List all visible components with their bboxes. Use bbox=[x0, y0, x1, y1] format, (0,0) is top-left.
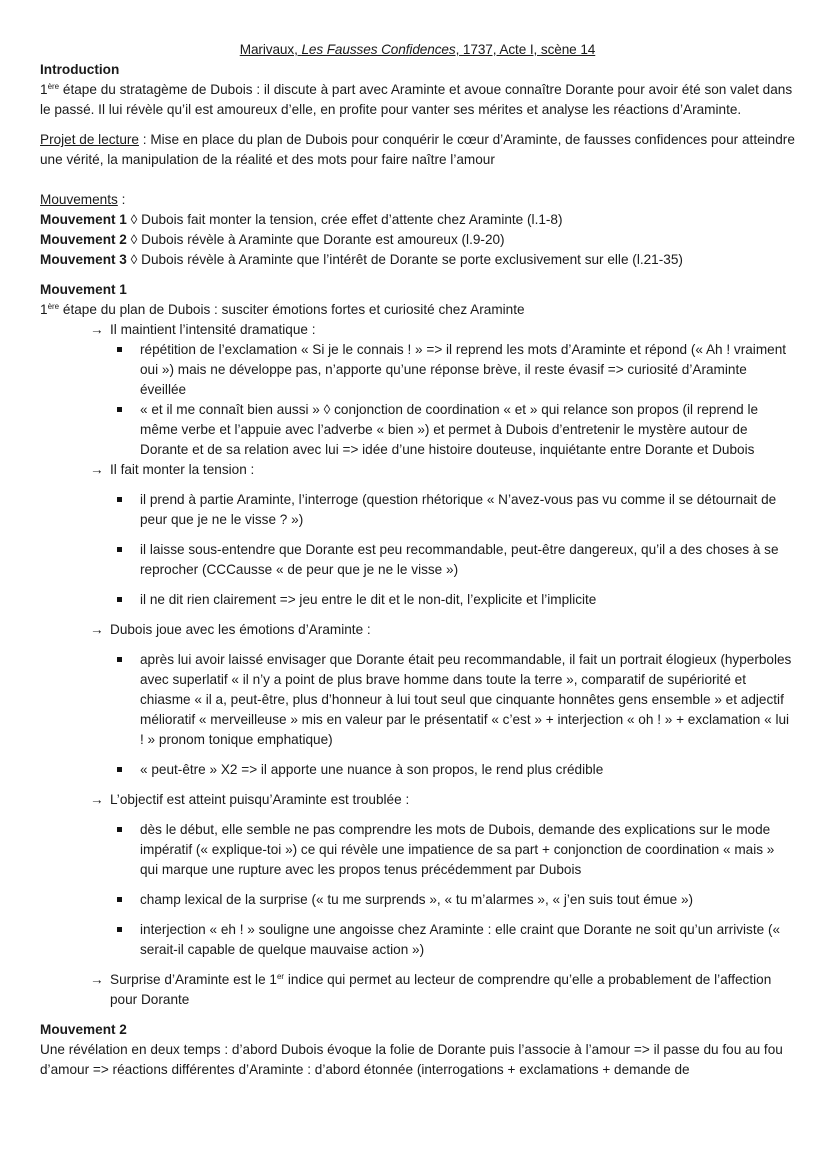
mouvement1-intro-text: étape du plan de Dubois : susciter émotions fortes et curiosité chez Araminte bbox=[59, 302, 525, 317]
conclusion-text bbox=[92, 970, 795, 1010]
list-item-text: il laisse sous-entendre que Dorante est peu recommandable, peut-être dangereux, qu’il a des choses à se reprocher (CCCausse « de peur que je ne le visse ») bbox=[140, 542, 779, 577]
mouvement-label: Mouvement 1 bbox=[40, 212, 127, 227]
bullet-list bbox=[40, 650, 795, 780]
arrow-point bbox=[40, 620, 795, 640]
list-item bbox=[40, 920, 795, 960]
list-item bbox=[40, 490, 795, 530]
projet-de-lecture bbox=[40, 130, 795, 170]
document-title bbox=[40, 40, 795, 60]
mouvement-label: Mouvement 2 bbox=[40, 232, 127, 247]
title-details: , 1737, Acte I, scène 14 bbox=[455, 42, 596, 57]
mouvements-label: Mouvements bbox=[40, 192, 118, 207]
list-item bbox=[40, 890, 795, 910]
mouvement1-intro bbox=[40, 300, 795, 320]
list-item-text: il ne dit rien clairement => jeu entre le dit et le non-dit, l’explicite et l’implicite bbox=[140, 592, 597, 607]
ordinal-number: 1 bbox=[40, 302, 48, 317]
arrow-point-text: Il maintient l’intensité dramatique : bbox=[110, 322, 316, 337]
arrow-point bbox=[40, 320, 795, 340]
mouvement-summary-1 bbox=[40, 210, 795, 230]
arrow-right-icon: → bbox=[90, 322, 104, 337]
conclusion-after: indice qui permet au lecteur de comprendre qu’elle a probablement de l’affection pour Dorante bbox=[110, 972, 772, 1007]
square-bullet-icon bbox=[117, 657, 122, 662]
introduction-body: étape du stratagème de Dubois : il discute à part avec Araminte et avoue connaître Dorante pour avoir été son valet dans le passé. Il lui révèle qu’il est amoureux d’elle, en profite pour vanter ses mérites et analyse les réactions d’Araminte. bbox=[40, 82, 793, 117]
list-item bbox=[40, 590, 795, 610]
square-bullet-icon bbox=[117, 407, 122, 412]
list-item bbox=[40, 340, 795, 400]
mouvements-colon: : bbox=[117, 192, 126, 207]
arrow-point-text: L’objectif est atteint puisqu’Araminte est troublée : bbox=[110, 792, 410, 807]
square-bullet-icon bbox=[117, 547, 122, 552]
mouvement-summary-2 bbox=[40, 230, 795, 250]
list-item-text: dès le début, elle semble ne pas comprendre les mots de Dubois, demande des explications sur le mode impératif (« explique-toi ») ce qui révèle une impatience de sa part + conjonction de coordination « mais » qui marque une rupture avec les propos tenus précédemment par Dubois bbox=[140, 822, 775, 877]
square-bullet-icon bbox=[117, 827, 122, 832]
square-bullet-icon bbox=[117, 597, 122, 602]
square-bullet-icon bbox=[117, 767, 122, 772]
title-author: Marivaux, bbox=[239, 42, 302, 57]
introduction-text bbox=[40, 80, 795, 120]
mouvement-text: ◊ Dubois fait monter la tension, crée effet d’attente chez Araminte (l.1-8) bbox=[126, 212, 563, 227]
list-item bbox=[40, 820, 795, 880]
arrow-right-icon: → bbox=[90, 792, 104, 807]
list-item bbox=[40, 760, 795, 780]
arrow-right-icon: → bbox=[90, 622, 104, 637]
list-item bbox=[40, 540, 795, 580]
mouvement-text: ◊ Dubois révèle à Araminte que Dorante est amoureux (l.9-20) bbox=[126, 232, 505, 247]
arrow-point-conclusion bbox=[40, 970, 795, 1010]
list-item bbox=[40, 400, 795, 460]
document-page bbox=[40, 40, 795, 1080]
square-bullet-icon bbox=[117, 897, 122, 902]
arrow-point bbox=[40, 790, 795, 810]
mouvement-summary-3 bbox=[40, 250, 795, 270]
introduction-heading: Introduction bbox=[40, 62, 120, 77]
list-item-text: « peut-être » X2 => il apporte une nuance à son propos, le rend plus crédible bbox=[140, 762, 604, 777]
list-item-text: « et il me connaît bien aussi » ◊ conjonction de coordination « et » qui relance son propos (il reprend le même verbe et l’appuie avec l’adverbe « bien ») et permet à Dubois d’entretenir le mystère autour de Dorante et de sa relation avec lui => idée d’une histoire douteuse, inquiétante entre Dorante et Dubois bbox=[140, 402, 759, 457]
projet-text: : Mise en place du plan de Dubois pour conquérir le cœur d’Araminte, de fausses confidences pour atteindre une vérité, la manipulation de la réalité et des mots pour faire naître l’amour bbox=[40, 132, 795, 167]
arrow-right-icon: → bbox=[90, 972, 104, 987]
square-bullet-icon bbox=[117, 927, 122, 932]
list-item-text: répétition de l’exclamation « Si je le connais ! » => il reprend les mots d’Araminte et répond (« Ah ! vraiment oui ») mais ne développe pas, n’apporte qu’une réponse brève, il reste évasif => curiosité d’Araminte éveillée bbox=[140, 342, 787, 397]
list-item-text: interjection « eh ! » souligne une angoisse chez Araminte : elle craint que Dorante ne soit qu’un arriviste (« serait-il capable de quelque mauvaise action ») bbox=[140, 922, 781, 957]
square-bullet-icon bbox=[117, 497, 122, 502]
mouvements-heading bbox=[40, 190, 795, 210]
mouvement-text: ◊ Dubois révèle à Araminte que l’intérêt de Dorante se porte exclusivement sur elle (l.21-35) bbox=[126, 252, 683, 267]
bullet-list bbox=[40, 820, 795, 960]
mouvement-label: Mouvement 3 bbox=[40, 252, 127, 267]
square-bullet-icon bbox=[117, 347, 122, 352]
projet-label: Projet de lecture bbox=[40, 132, 139, 147]
arrow-right-icon: → bbox=[90, 462, 104, 477]
ordinal-number: 1 bbox=[40, 82, 48, 97]
bullet-list bbox=[40, 340, 795, 460]
ordinal-superscript: ère bbox=[47, 82, 60, 91]
list-item-text: il prend à partie Araminte, l’interroge (question rhétorique « N’avez-vous pas vu comme il se détournait de peur que je ne le visse ? ») bbox=[140, 492, 777, 527]
mouvement1-heading: Mouvement 1 bbox=[40, 282, 127, 297]
arrow-point bbox=[40, 460, 795, 480]
list-item-text: champ lexical de la surprise (« tu me surprends », « tu m’alarmes », « j’en suis tout émue ») bbox=[140, 892, 694, 907]
list-item bbox=[40, 650, 795, 750]
arrow-point-text: Il fait monter la tension : bbox=[110, 462, 255, 477]
mouvement2-text: Une révélation en deux temps : d’abord Dubois évoque la folie de Dorante puis l’associe à l’amour => il passe du fou au fou d’amour => réactions différentes d’Araminte : d’abord étonnée (interrogations + exclamations + demande de bbox=[40, 1042, 783, 1077]
arrow-point-text: Dubois joue avec les émotions d’Araminte : bbox=[110, 622, 371, 637]
title-work: Les Fausses Confidences bbox=[301, 42, 456, 57]
list-item-text: après lui avoir laissé envisager que Dorante était peu recommandable, il fait un portrait élogieux (hyperboles avec superlatif « il n’y a point de plus brave homme dans toute la terre », comparatif de supériorité et chiasme « il a, peut-être, plus d’honneur à lui tout seul que cinquante honnêtes gens ensemble » et adjectif mélioratif « merveilleuse » mis en valeur par le présentatif « c’est » + interjection « oh ! » + exclamation « lui ! » pronom tonique emphatique) bbox=[140, 652, 792, 747]
mouvement2-heading: Mouvement 2 bbox=[40, 1022, 127, 1037]
ordinal-superscript: er bbox=[276, 972, 285, 981]
bullet-list bbox=[40, 490, 795, 610]
conclusion-before: Surprise d’Araminte est le 1 bbox=[110, 972, 277, 987]
ordinal-superscript: ère bbox=[47, 302, 60, 311]
